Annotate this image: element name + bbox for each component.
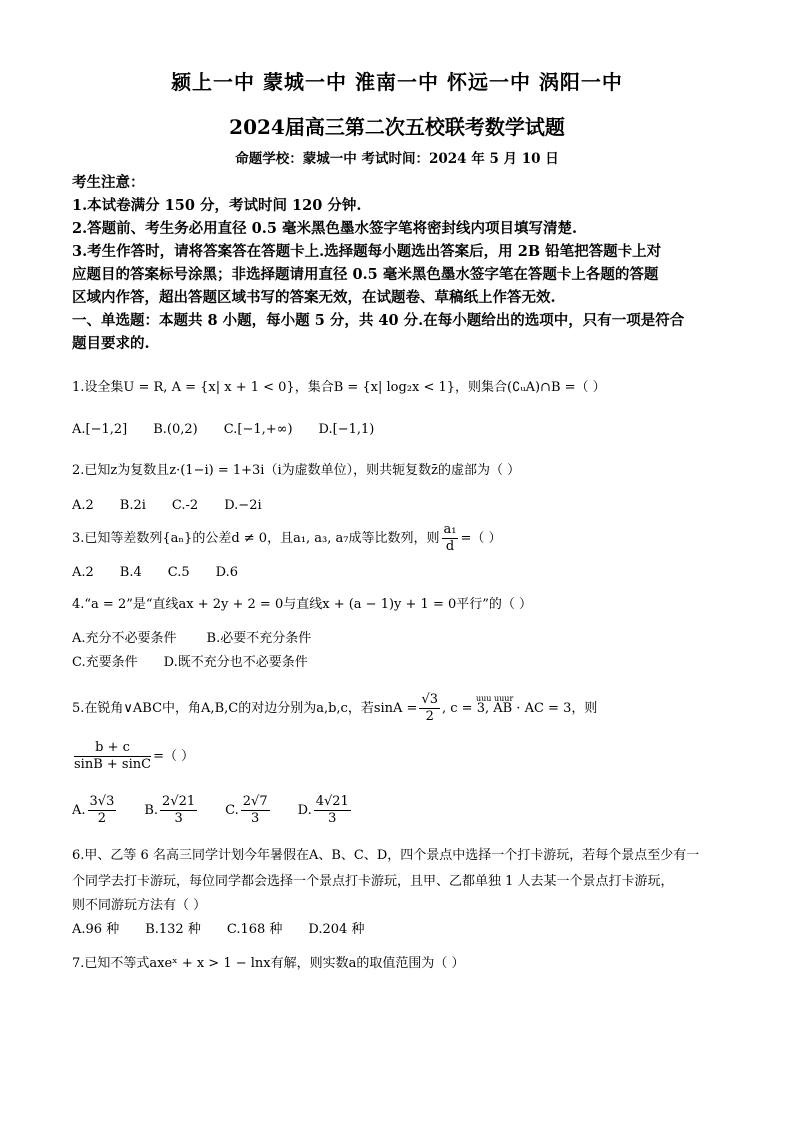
option-b: B.必要不充分条件 [206,631,312,646]
exam-title: 2024届高三第二次五校联考数学试题 [229,115,565,139]
question-2-stem: 2.已知z为复数且z·(1−i) = 1+3i（i为虚数单位），则共轭复数z̄的虚部为（ ） [72,463,521,478]
option-d [298,794,353,827]
option-c: C.168 种 [226,922,283,937]
question-1-stem: 1.设全集U = R, A = {x| x + 1 < 0}，集合B = {x| log₂x < 1}，则集合(∁ᵤA)∩B =（ ） [72,380,606,395]
section-heading-1: 一、单选题：本题共 8 小题，每小题 5 分，共 40 分.在每小题给出的选项中，只有一项是符合 [72,312,685,329]
fraction-numerator: a₁ [443,522,457,537]
notice-heading: 考生注意： [72,174,145,191]
notice-item-1: 1.本试卷满分 150 分，考试时间 120 分钟. [72,197,362,214]
option-c: C.-2 [171,498,199,513]
option-a [72,794,118,827]
fraction-denominator: 2 [97,811,107,826]
fraction-denominator: 3 [174,811,183,826]
expression-fraction [74,740,151,773]
option-b: B.(0,2) [153,422,198,437]
fraction-denominator: 3 [251,811,260,826]
question-5-tail-wrap [442,694,598,716]
question-5-stem [72,692,722,725]
option-fraction [88,794,117,827]
exam-subtitle: 命题学校：蒙城一中 考试时间：2024 年 5 月 10 日 [235,151,559,167]
question-3-text: 3.已知等差数列{aₙ}的公差d ≠ 0，且a₁, a₃, a₇成等比数列，则 [72,531,440,546]
option-d: D.−2i [224,498,262,513]
option-a: A.[−1,2] [72,422,128,437]
fraction-numerator: √3 [421,692,438,707]
sin-a-fraction [419,692,440,725]
notice-item-3-end: 区域内作答，超出答题区域书写的答案无效，在试题卷、草稿纸上作答无效. [72,289,556,306]
option-c [225,794,271,827]
question-6-options [72,918,722,942]
option-fraction [241,794,270,827]
option-fraction [314,794,351,827]
option-a: A.96 种 [72,922,120,937]
vector-arrow-marks: uuu uuur [476,694,514,703]
question-5-expression [72,740,722,773]
question-3-fraction [442,522,459,555]
question-2-options [72,494,722,518]
option-label: A. [72,803,86,818]
option-a: A.2 [72,565,94,580]
question-5-text: 5.在锐角∨ABC中，角A,B,C的对边分别为a,b,c，若sinA = [72,701,418,716]
notice-item-3-cont: 应题目的答案标号涂黑；非选择题请用直径 0.5 毫米黑色墨水签字笔在答题卡上各题的答题 [72,266,659,283]
option-c: C.充要条件 [72,655,138,670]
notice-item-3: 3.考生作答时，请将答案答在答题卡上.选择题每小题选出答案后，用 2B 铅笔把答题卡上对 [72,243,662,260]
notice-item-2: 2.答题前、考生务必用直径 0.5 毫米黑色墨水签字笔将密封线内项目填写清楚. [72,220,578,237]
fraction-denominator: 2 [425,709,434,724]
option-b: B.4 [119,565,142,580]
question-6-line-3: 则不同游玩方法有（ ） [72,898,207,913]
question-5-options [72,794,722,827]
option-fraction [160,794,197,827]
schools-header: 颍上一中 蒙城一中 淮南一中 怀远一中 涡阳一中 [171,70,623,94]
question-6-line-2: 个同学去打卡游玩，每位同学都会选择一个景点打卡游玩，且甲、乙都单独 1 人去某一个景点打卡游玩， [72,874,674,889]
option-d: D.[−1,1) [318,422,375,437]
question-5-tail: , c = 3, AB · AC = 3，则 [442,701,598,716]
option-d: D.6 [215,565,239,580]
option-d: D.既不充分也不必要条件 [163,655,308,670]
question-4-stem: 4.“a = 2”是“直线ax + 2y + 2 = 0与直线x + (a − 1)y + 1 = 0平行”的（ ） [72,597,533,612]
section-heading-2: 题目要求的. [72,335,150,352]
question-6-line-1: 6.甲、乙等 6 名高三同学计划今年暑假在A、B、C、D，四个景点中选择一个打卡游玩，若每个景点至少有一 [72,848,700,863]
option-label: D. [297,803,312,818]
option-label: C. [225,803,239,818]
question-7-stem: 7.已知不等式axeˣ + x > 1 − lnx有解，则实数a的取值范围为（ ） [72,956,465,971]
fraction-numerator: 4√21 [315,794,349,809]
question-3-stem [72,522,722,555]
question-1-options [72,418,722,442]
option-a: A.充分不必要条件 [72,631,177,646]
option-b [144,794,199,827]
option-c: C.[−1,+∞) [223,422,293,437]
question-5-expr-tail: =（ ） [153,749,195,764]
fraction-denominator: d [445,539,455,554]
fraction-denominator: 3 [328,811,337,826]
question-3-tail: =（ ） [460,531,502,546]
option-c: C.5 [167,565,190,580]
question-4-options-row2 [72,651,722,675]
fraction-numerator: b + c [74,740,151,757]
option-label: B. [144,803,159,818]
question-4-options-row1 [72,627,722,651]
question-3-options [72,561,722,585]
fraction-denominator: sinB + sinC [74,757,152,772]
fraction-numerator: 2√7 [242,794,268,809]
option-d: D.204 种 [308,922,365,937]
option-a: A.2 [72,498,94,513]
fraction-numerator: 3√3 [89,794,115,809]
option-b: B.2i [119,498,146,513]
fraction-numerator: 2√21 [162,794,196,809]
option-b: B.132 种 [145,922,201,937]
